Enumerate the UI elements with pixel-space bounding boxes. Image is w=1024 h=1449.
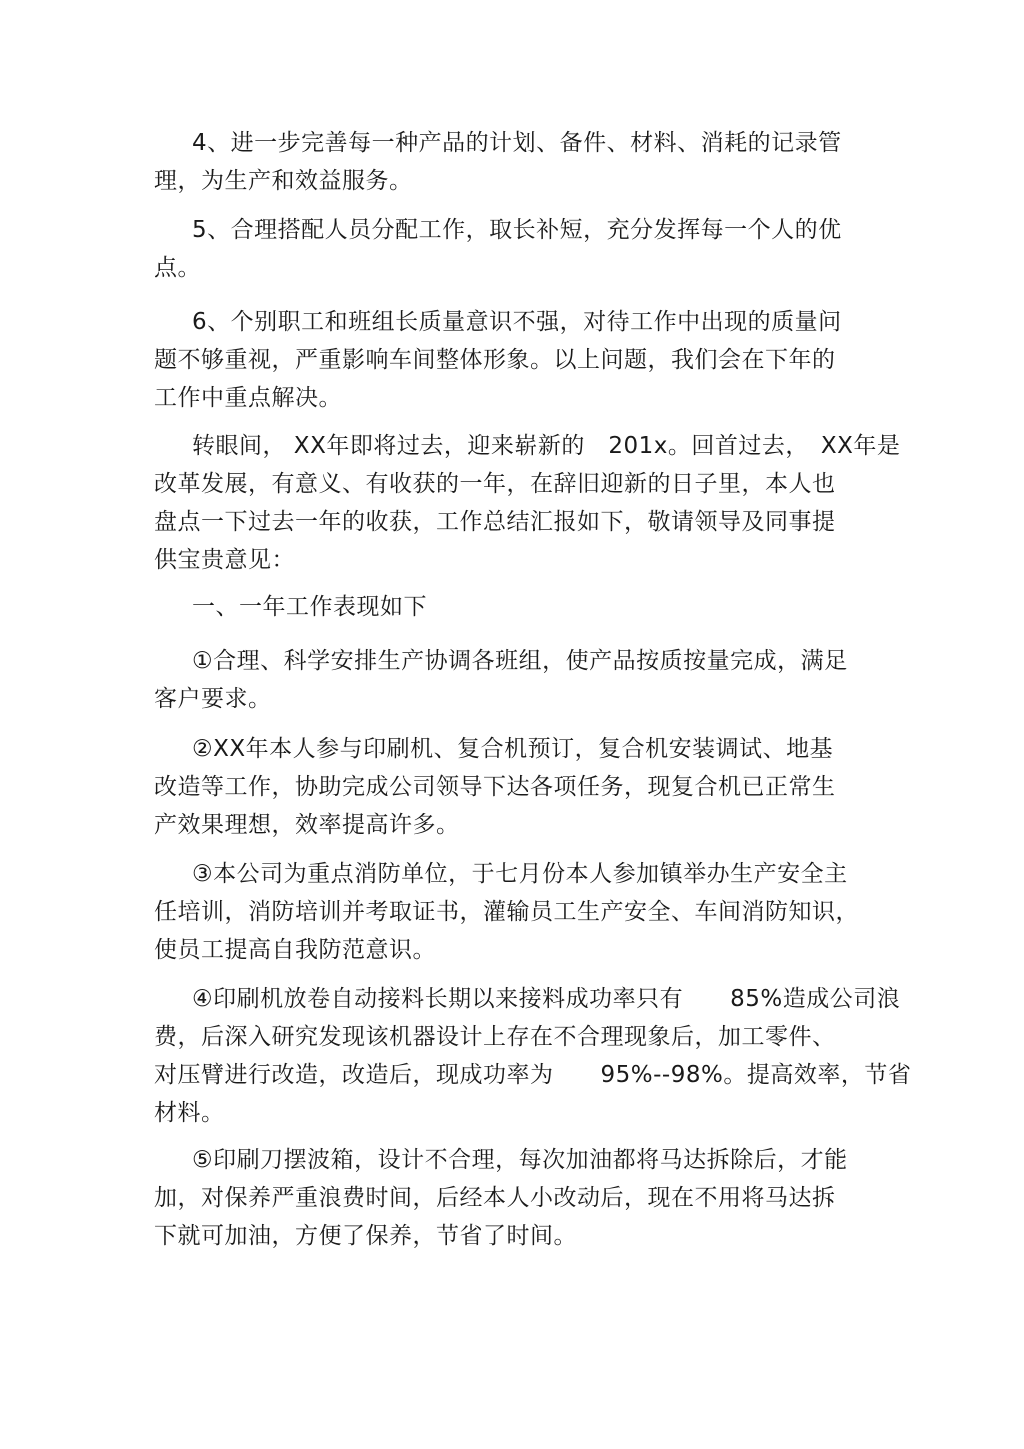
text-line: 5、合理搭配人员分配工作，取长补短，充分发挥每一个人的优 (192, 217, 842, 243)
paragraph-item-6 (154, 303, 874, 417)
text-line: 一、一年工作表现如下 (192, 594, 427, 620)
paragraph-point-3 (154, 855, 874, 969)
text-line: 对压臂进行改造，改造后，现成功率为 95%--98%。提高效率，节省 (154, 1062, 912, 1088)
paragraph-point-2 (154, 730, 874, 844)
text-line: 产效果理想，效率提高许多。 (154, 812, 460, 838)
text-line: ④印刷机放卷自动接料长期以来接料成功率只有 85%造成公司浪 (192, 986, 901, 1012)
paragraph-point-5 (154, 1141, 874, 1255)
text-line: 客户要求。 (154, 686, 272, 712)
text-line: 工作中重点解决。 (154, 385, 342, 411)
text-line: 盘点一下过去一年的收获，工作总结汇报如下，敬请领导及同事提 (154, 509, 836, 535)
paragraph-item-4 (154, 124, 874, 200)
text-line: 加，对保养严重浪费时间，后经本人小改动后，现在不用将马达拆 (154, 1185, 836, 1211)
text-line: 下就可加油，方便了保养，节省了时间。 (154, 1223, 577, 1249)
paragraph-point-1 (154, 642, 874, 718)
text-line: 费，后深入研究发现该机器设计上存在不合理现象后，加工零件、 (154, 1024, 836, 1050)
section-heading (154, 588, 874, 626)
text-line: ②XX年本人参与印刷机、复合机预订，复合机安装调试、地基 (192, 736, 834, 762)
text-line: 理，为生产和效益服务。 (154, 168, 413, 194)
text-line: ⑤印刷刀摆波箱，设计不合理，每次加油都将马达拆除后，才能 (192, 1147, 848, 1173)
paragraph-summary-intro (154, 427, 901, 579)
text-line: 供宝贵意见： (154, 547, 295, 573)
text-line: 任培训，消防培训并考取证书，灌输员工生产安全、车间消防知识， (154, 899, 859, 925)
text-line: 改革发展，有意义、有收获的一年，在辞旧迎新的日子里，本人也 (154, 471, 836, 497)
text-line: ③本公司为重点消防单位，于七月份本人参加镇举办生产安全主 (192, 861, 848, 887)
text-line: 题不够重视，严重影响车间整体形象。以上问题，我们会在下年的 (154, 347, 836, 373)
text-line: 改造等工作，协助完成公司领导下达各项任务，现复合机已正常生 (154, 774, 836, 800)
text-line: ①合理、科学安排生产协调各班组，使产品按质按量完成，满足 (192, 648, 848, 674)
text-line: 6、个别职工和班组长质量意识不强，对待工作中出现的质量问 (192, 309, 842, 335)
text-line: 材料。 (154, 1100, 225, 1126)
text-line: 使员工提高自我防范意识。 (154, 937, 436, 963)
paragraph-point-4 (154, 980, 912, 1132)
text-line: 点。 (154, 255, 201, 281)
text-line: 4、进一步完善每一种产品的计划、备件、材料、消耗的记录管 (192, 130, 842, 156)
text-line: 转眼间， XX年即将过去，迎来崭新的 201x。回首过去， XX年是 (192, 433, 901, 459)
paragraph-item-5 (154, 211, 874, 287)
